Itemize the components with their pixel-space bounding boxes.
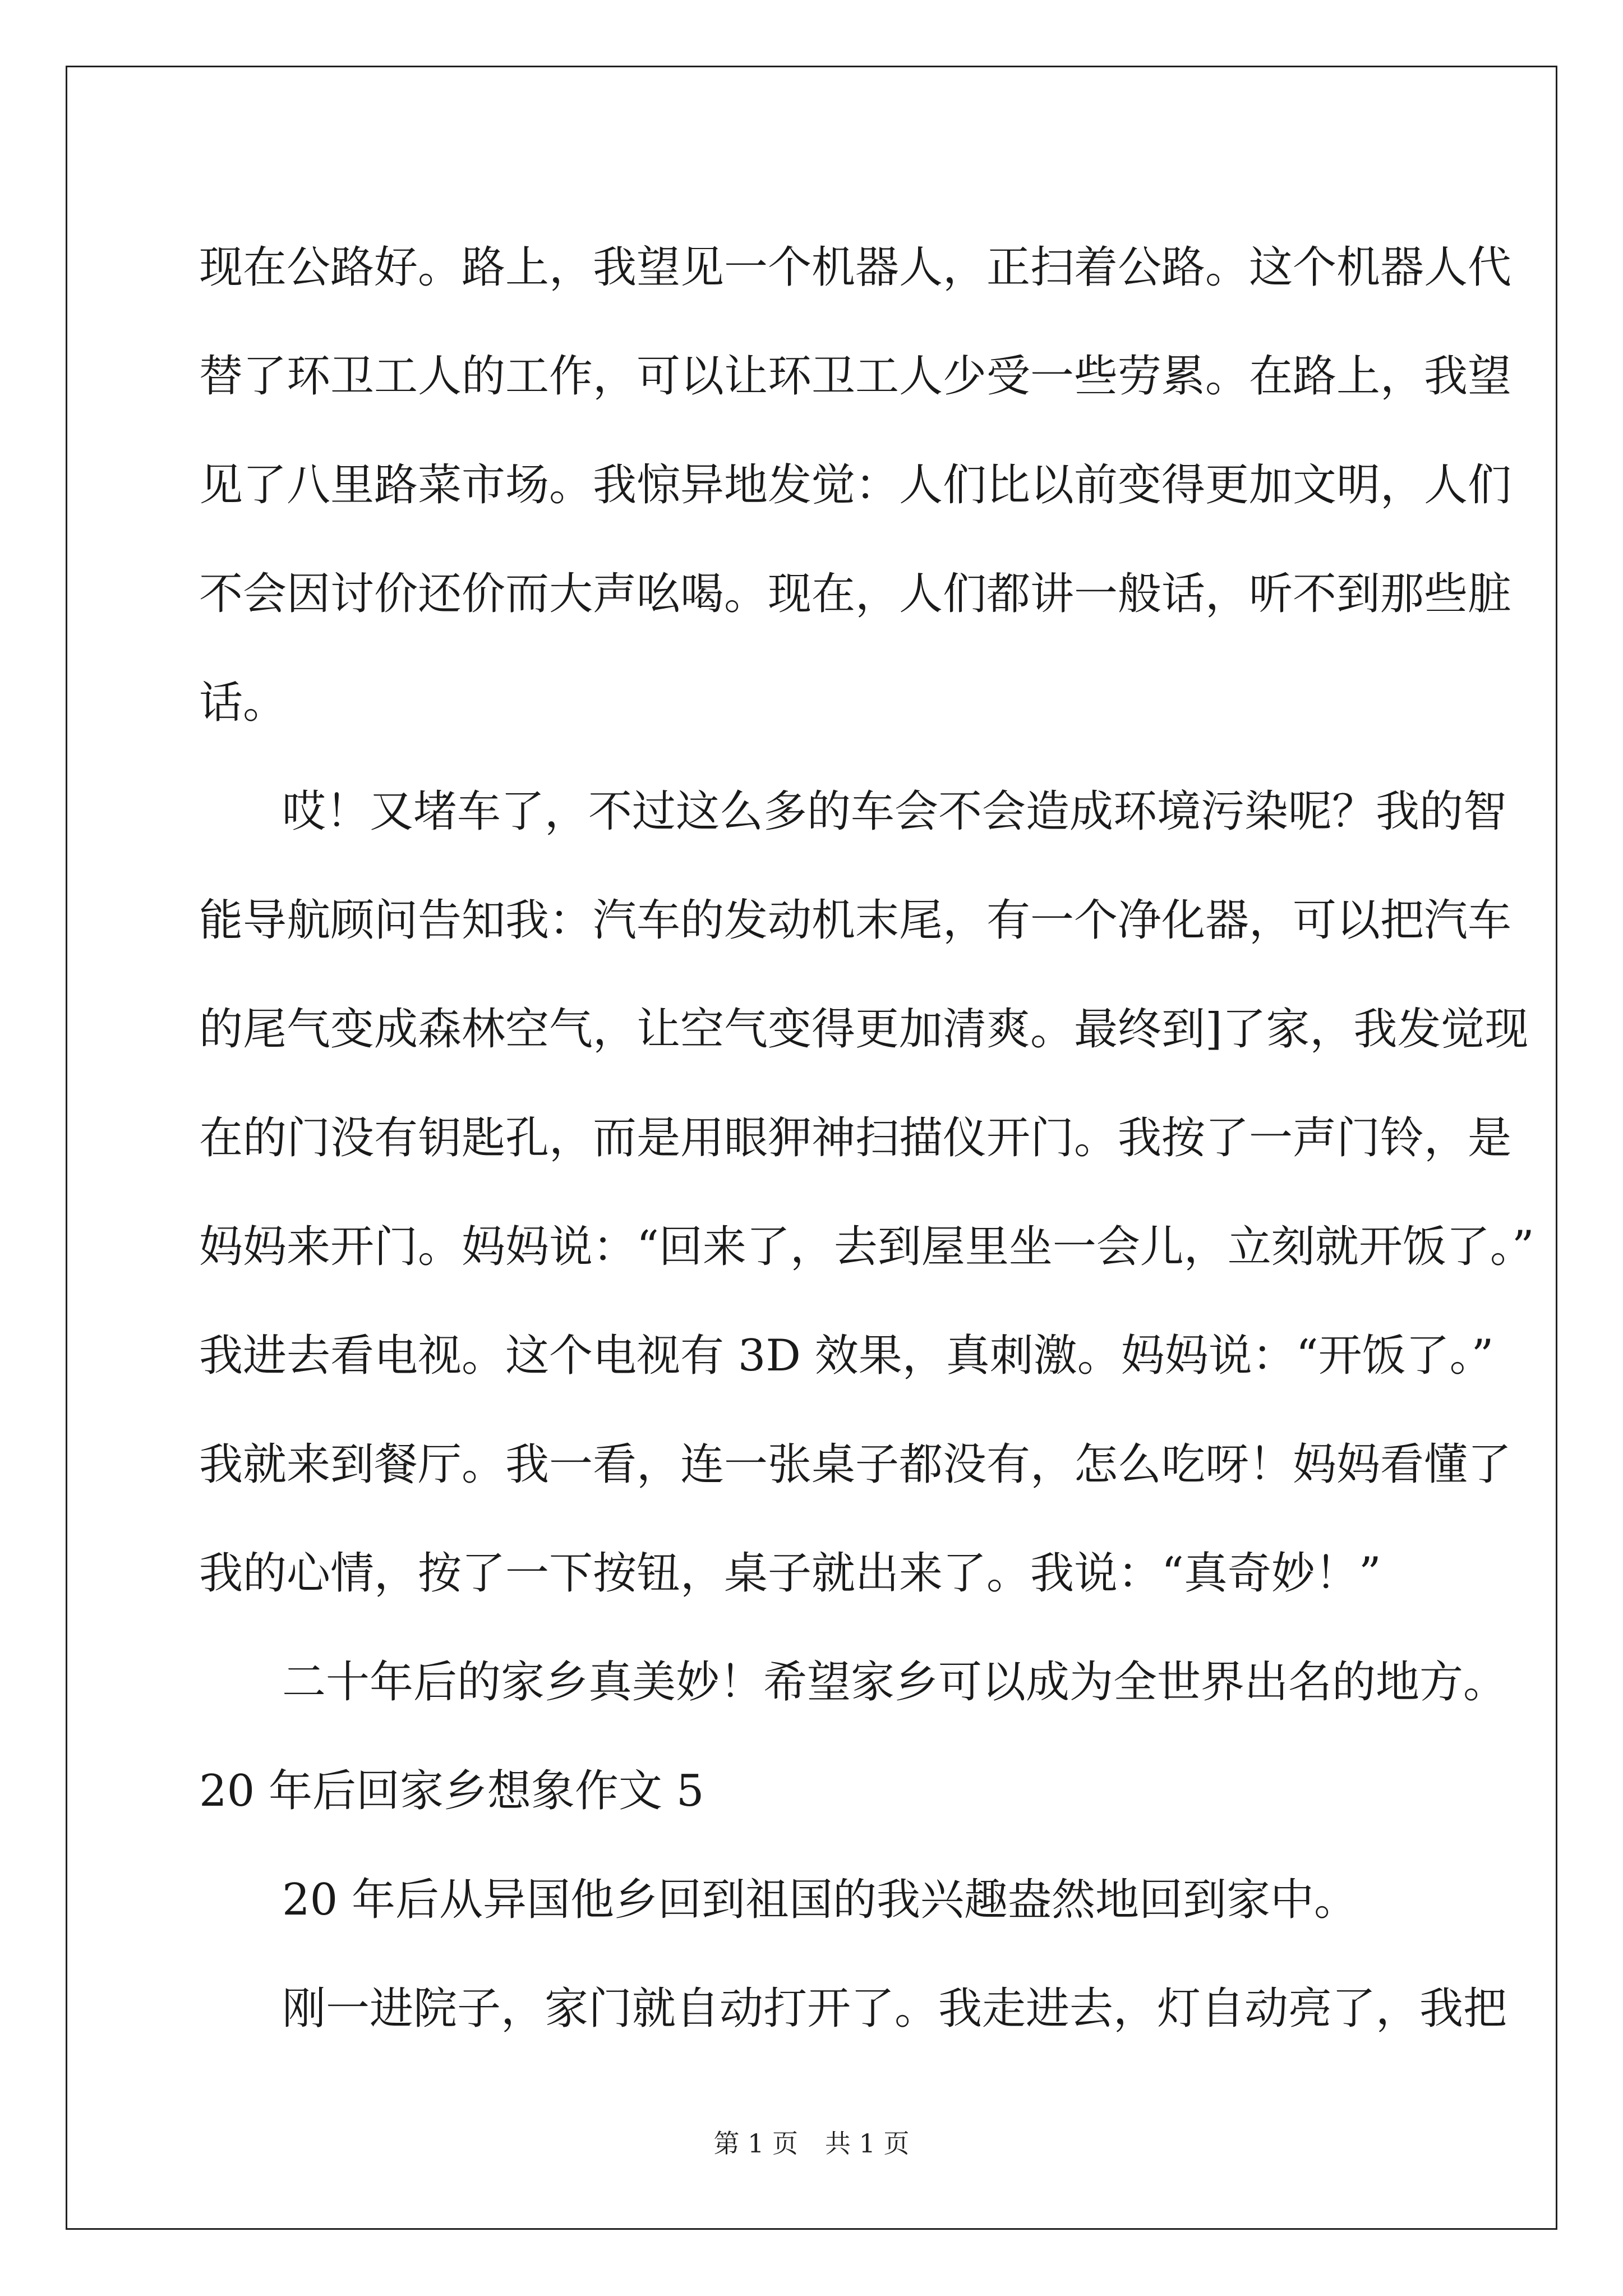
document-body <box>199 213 1534 2063</box>
page-number: 第 1 页 <box>713 2128 798 2159</box>
text-line: 话。 <box>199 678 287 728</box>
text-line: 妈妈来开门。妈妈说：“回来了，去到屋里坐一会儿，立刻就开饭了。” <box>199 1222 1534 1272</box>
page-total: 共 1 页 <box>825 2128 910 2159</box>
paragraph-start: 刚一进院子，家门就自动打开了。我走进去，灯自动亮了，我把 <box>282 1984 1507 2034</box>
paragraph-start: 20 年后从异国他乡回到祖国的我兴趣盎然地回到家中。 <box>282 1875 1358 1925</box>
paragraph-start: 二十年后的家乡真美妙！希望家乡可以成为全世界出名的地方。 <box>282 1657 1507 1708</box>
section-heading: 20 年后回家乡想象作文 5 <box>199 1766 704 1816</box>
page-footer <box>0 2123 1623 2160</box>
text-line: 能导航顾问告知我：汽车的发动机末尾，有一个净化器，可以把汽车 <box>199 895 1512 946</box>
text-line: 在的门没有钥匙孔，而是用眼狎神扫描仪开门。我按了一声门铃，是 <box>199 1113 1512 1163</box>
text-line: 替了环卫工人的工作，可以让环卫工人少受一些劳累。在路上，我望 <box>199 351 1512 402</box>
text-line: 现在公路好。路上，我望见一个机器人，正扫着公路。这个机器人代 <box>199 242 1512 293</box>
text-line: 不会因讨价还价而大声吆喝。现在，人们都讲一般话，听不到那些脏 <box>199 569 1512 619</box>
text-line: 我进去看电视。这个电视有 3D 效果，真刺激。妈妈说：“开饭了。” <box>199 1331 1494 1381</box>
text-line: 我的心情，按了一下按钮，桌子就出来了。我说：“真奇妙！” <box>199 1548 1381 1599</box>
text-line: 的尾气变成森林空气，让空气变得更加清爽。最终到]了家，我发觉现 <box>199 1004 1529 1055</box>
text-line: 我就来到餐厅。我一看，连一张桌子都没有，怎么吃呀！妈妈看懂了 <box>199 1439 1512 1490</box>
paragraph-start: 哎！又堵车了，不过这么多的车会不会造成环境污染呢？我的智 <box>282 786 1507 837</box>
text-line: 见了八里路菜市场。我惊异地发觉：人们比以前变得更加文明，人们 <box>199 460 1512 510</box>
